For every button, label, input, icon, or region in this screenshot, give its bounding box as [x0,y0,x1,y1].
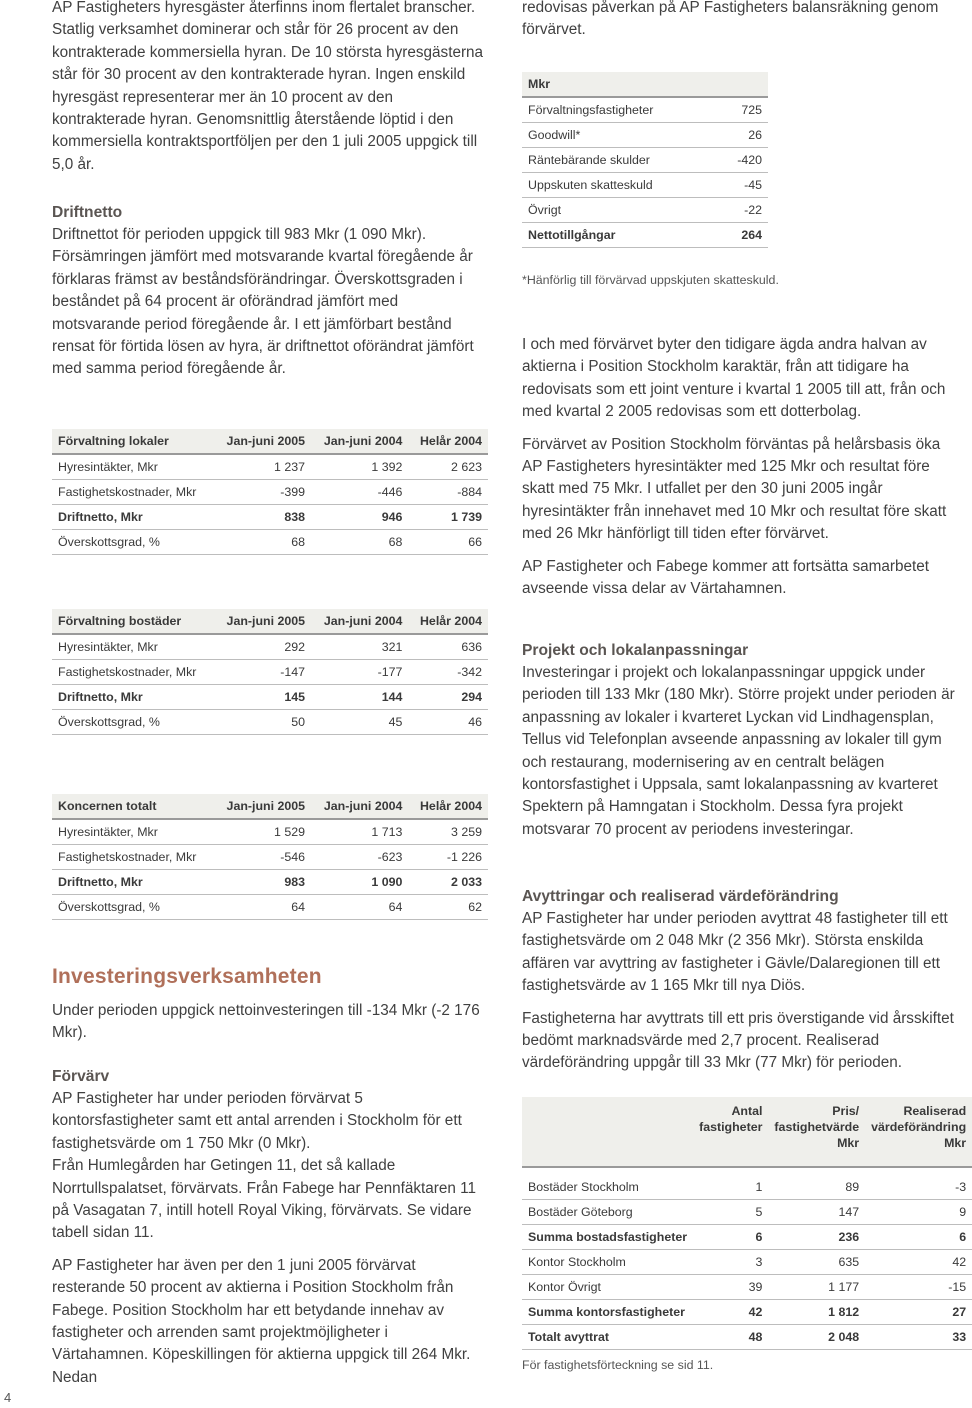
forvarv-section [52,1066,488,1389]
table-header-line: fastigheter [699,1120,763,1134]
table-row [52,685,488,710]
table-cell: -45 [716,173,768,198]
table-row [52,634,488,660]
table-cell: Kontor Övrigt [522,1275,693,1300]
left-intro [52,0,488,176]
table-header-line: Mkr [837,1136,860,1150]
table-cell: 236 [768,1225,865,1250]
table-header-row [52,609,488,634]
invest-heading: Investeringsverksamheten [52,965,322,988]
right-paragraphs [522,334,956,600]
table-cell: 64 [214,895,311,920]
table-cell: 39 [693,1275,768,1300]
table-row [52,454,488,480]
table-header-row [52,794,488,819]
table-cell: 33 [865,1325,972,1350]
table-row [52,710,488,735]
table-cell: 264 [716,223,768,248]
table-koncern [52,794,488,920]
table-row [522,148,768,173]
table-row [522,1300,972,1325]
forvarv-paragraph: Från Humlegården har Getingen 11, det så kallade Norrtullspalatset, förvärvats. Från Fabege har Pennfäktaren 11 på Vasagatan 7, intill hotell Royal Viking, förvärvats. Se vidare tabell sidan 11. [52,1157,476,1242]
right-top [522,0,956,42]
table-row [522,97,768,123]
projekt-heading: Projekt och lokalanpassningar [522,642,749,659]
table-cell: 292 [214,634,311,660]
table-cell: 6 [693,1225,768,1250]
table-cell: 42 [693,1300,768,1325]
table-header-cell: Förvaltning lokaler [52,429,214,454]
table-header-line: Mkr [944,1136,967,1150]
right-top-paragraph: redovisas påverkan på AP Fastigheters balansräkning genom förvärvet. [522,0,939,39]
driftnetto-section [52,202,488,381]
table-cell: 27 [865,1300,972,1325]
table-cell: 64 [311,895,408,920]
table-cell: 68 [311,530,408,555]
table-header-line: Pris/ [832,1104,860,1118]
avyttringar-paragraph: Fastigheterna har avyttrats till ett pris överstigande vid årsskiftet bedömt marknadsvärde med 2,7 procent. Realiserad värdeförändring uppgår till 33 Mkr (77 Mkr) för perioden. [522,1009,954,1072]
table-cell: 3 [693,1250,768,1275]
invest-section [52,964,488,1045]
forvarv-paragraph: AP Fastigheter har även per den 1 juni 2005 förvärvat resterande 50 procent av aktierna i Position Stockholm från Fabege. Position Stockholm har ett betydande innehav av fastigheter och arrenden samt projektmöjligheter i Värtahamnen. Köpeskillingen för aktierna uppgick till 264 Mkr. Nedan [52,1256,471,1386]
table-cell: -546 [214,845,311,870]
table-cell: 1 529 [214,819,311,845]
table-cell: Övrigt [522,198,716,223]
table-cell: Överskottsgrad, % [52,530,214,555]
table-cell: -22 [716,198,768,223]
table-cell: 46 [408,710,488,735]
driftnetto-heading: Driftnetto [52,204,123,221]
right-paragraph: I och med förvärvet byter den tidigare ägda andra halvan av aktierna i Position Stockholm karaktär, från att tidigare ha redovisats som ett joint venture i kvartal 1 2005 till att, från och med kvartal 2 2005 redovisas som ett dotterbolag. [522,336,946,421]
table-cell: 26 [716,123,768,148]
avyttringar-paragraph: AP Fastigheter har under perioden avyttrat 48 fastigheter till ett fastighetsvärde om 2 048 Mkr (2 356 Mkr). Största enskilda affären var avyttring av fastigheter i Gävle/Dalaregionen till ett fastighetsvärde av 1 165 Mkr till nya Diös. [522,910,948,995]
invest-paragraph: Under perioden uppgick nettoinvesteringen till -134 Mkr (-2 176 Mkr). [52,1002,480,1042]
table-cell: 1 739 [408,505,488,530]
table-row [52,845,488,870]
table-header-cell [693,1097,768,1167]
table-cell: 48 [693,1325,768,1350]
table-header-cell: Jan-juni 2005 [214,429,311,454]
table-bostader [52,609,488,735]
table-mkr [522,72,768,248]
table-cell: 838 [214,505,311,530]
table-cell: -1 226 [408,845,488,870]
table-row [522,1325,972,1350]
table-cell: 294 [408,685,488,710]
table-cell: Överskottsgrad, % [52,710,214,735]
table-cell: -3 [865,1175,972,1200]
table-cell: 2 048 [768,1325,865,1350]
table-cell: Hyresintäkter, Mkr [52,634,214,660]
table-header-cell: Helår 2004 [408,794,488,819]
projekt-paragraph: Investeringar i projekt och lokalanpassningar uppgick under perioden till 133 Mkr (180 Mkr). Större projekt under perioden är anpassning av lokaler i kvarteret Lyckan vid Lindhagensplan, Tellus vid Telefonplan avseende anpassning av lokaler till gym och restaurang, modernisering av en centralt belägen kontorsfastighet i Uppsala, samt lokalanpassning av kvarteret Spektern på Hamngatan i Stockholm. Dessa fyra projekt motsvarar 70 procent av periodens investeringar. [522,664,955,838]
table-cell: Driftnetto, Mkr [52,505,214,530]
table-row [52,819,488,845]
table-cell: 1 392 [311,454,408,480]
table-cell: 1 090 [311,870,408,895]
table-cell: 1 713 [311,819,408,845]
table-cell: 321 [311,634,408,660]
table-cell: 635 [768,1250,865,1275]
table-cell: Förvaltningsfastigheter [522,97,716,123]
table-avyttr-footnote: För fastighetsförteckning se sid 11. [522,1358,714,1372]
table-cell: Fastighetskostnader, Mkr [52,480,214,505]
table-row [522,173,768,198]
table-cell: -446 [311,480,408,505]
table-cell: -623 [311,845,408,870]
table-header-cell: Koncernen totalt [52,794,214,819]
table-header-row [52,429,488,454]
table-cell: 5 [693,1200,768,1225]
table-header-cell: Helår 2004 [408,429,488,454]
table-cell: Överskottsgrad, % [52,895,214,920]
table-cell: 66 [408,530,488,555]
table-header-cell: Förvaltning bostäder [52,609,214,634]
table-cell: 144 [311,685,408,710]
table-lokaler [52,429,488,555]
table-cell: -420 [716,148,768,173]
table-row [52,530,488,555]
table-cell: 62 [408,895,488,920]
table-cell: Fastighetskostnader, Mkr [52,660,214,685]
page-number: 4 [4,1390,12,1405]
table-row [522,1275,972,1300]
table-row [522,123,768,148]
table-header-cell [768,1097,865,1167]
table-header-line: fastighetvärde [774,1120,860,1134]
table-cell: Kontor Stockholm [522,1250,693,1275]
table-row [52,870,488,895]
right-paragraph: Förvärvet av Position Stockholm förväntas på helårsbasis öka AP Fastigheters hyresintäkter med 125 Mkr och resultat före skatt med 75 Mkr. I utfallet per den 30 juni 2005 ingår hyresintäkter från innehavet med 10 Mkr och resultat före skatt med 26 Mkr hänförligt till tiden efter förvärvet. [522,435,947,543]
table-cell: 725 [716,97,768,123]
table-cell: Driftnetto, Mkr [52,685,214,710]
table-cell: Summa bostadsfastigheter [522,1225,693,1250]
table-cell: Hyresintäkter, Mkr [52,819,214,845]
table-cell: -15 [865,1275,972,1300]
table-cell: 89 [768,1175,865,1200]
avyttringar-heading: Avyttringar och realiserad värdeförändring [522,888,839,905]
table-cell: -399 [214,480,311,505]
table-row [522,1175,972,1200]
table-row [52,480,488,505]
table-cell: 1 237 [214,454,311,480]
table-cell: -342 [408,660,488,685]
table-cell: Fastighetskostnader, Mkr [52,845,214,870]
table-header-line: Realiserad [903,1104,967,1118]
table-cell: Bostäder Stockholm [522,1175,693,1200]
table-row [522,1250,972,1275]
projekt-section [522,640,956,841]
table-row [522,1200,972,1225]
table-cell: 2 033 [408,870,488,895]
table-row [522,1225,972,1250]
table-header-cell: Jan-juni 2004 [311,794,408,819]
table-row [522,223,768,248]
avyttringar-section [522,886,956,1075]
table-cell: 42 [865,1250,972,1275]
table-cell: 636 [408,634,488,660]
table-mkr-footnote: *Hänförlig till förvärvad uppskjuten skatteskuld. [522,273,779,287]
table-cell: Uppskuten skatteskuld [522,173,716,198]
table-cell: Totalt avyttrat [522,1325,693,1350]
table-cell: 45 [311,710,408,735]
table-spacer-row [522,1167,972,1175]
table-header-cell: Jan-juni 2004 [311,609,408,634]
table-cell: 50 [214,710,311,735]
table-header-cell: Jan-juni 2005 [214,609,311,634]
table-avyttr [522,1097,967,1350]
table-cell: -884 [408,480,488,505]
table-cell: 147 [768,1200,865,1225]
table-header-row [522,72,768,97]
table-cell: 3 259 [408,819,488,845]
table-row [522,198,768,223]
forvarv-heading: Förvärv [52,1068,110,1085]
table-cell: 1 812 [768,1300,865,1325]
intro-paragraph: AP Fastigheters hyresgäster återfinns inom flertalet branscher. Statlig verksamhet dominerar och står för 26 procent av den kontrakterade kommersiella hyran. De 10 största hyresgästerna står för 30 procent av den kontrakterade hyran. Ingen enskild hyresgäst representerar mer än 10 procent av den kontrakterade hyran. Genomsnittlig återstående löptid i den kommersiella kontraktsportföljen per den 1 juli 2005 uppgick till 5,0 år. [52,0,484,173]
table-cell: Hyresintäkter, Mkr [52,454,214,480]
table-cell: Goodwill* [522,123,716,148]
table-cell: 145 [214,685,311,710]
table-row [52,660,488,685]
table-cell: 946 [311,505,408,530]
driftnetto-paragraph: Driftnettot för perioden uppgick till 983 Mkr (1 090 Mkr). Försämringen jämfört med motsvarande kvartal föregående år förklaras främst av beståndsförändringar. Överskottsgraden i beståndet på 64 procent är oförändrad jämfört med motsvarande period föregående år. I ett jämförbart bestånd rensat för förtida lösen av hyra, är driftnettot oförändrat jämfört med samma period föregående år. [52,226,474,378]
table-cell: Bostäder Göteborg [522,1200,693,1225]
table-header-cell: Jan-juni 2004 [311,429,408,454]
table-cell: 68 [214,530,311,555]
table-cell: -177 [311,660,408,685]
table-header-line: värdeförändring [871,1120,967,1134]
table-header-line: Antal [731,1104,763,1118]
table-cell: 9 [865,1200,972,1225]
table-header-cell [865,1097,972,1167]
table-cell: 1 [693,1175,768,1200]
table-header-cell: Helår 2004 [408,609,488,634]
table-cell: Räntebärande skulder [522,148,716,173]
table-cell: Driftnetto, Mkr [52,870,214,895]
table-cell: Nettotillgångar [522,223,716,248]
table-header-cell: Mkr [522,72,768,97]
table-header-cell [522,1097,693,1167]
table-row [52,895,488,920]
right-paragraph: AP Fastigheter och Fabege kommer att fortsätta samarbetet avseende vissa delar av Värtahamnen. [522,557,929,598]
table-row [52,505,488,530]
forvarv-paragraph: AP Fastigheter har under perioden förvärvat 5 kontorsfastigheter samt ett antal arrenden i Stockholm för ett fastighetsvärde om 1 750 Mkr (0 Mkr). [52,1090,462,1152]
table-cell: -147 [214,660,311,685]
table-header-row [522,1097,972,1167]
table-cell: 2 623 [408,454,488,480]
table-cell: 1 177 [768,1275,865,1300]
table-header-cell: Jan-juni 2005 [214,794,311,819]
table-cell: 6 [865,1225,972,1250]
table-cell: Summa kontorsfastigheter [522,1300,693,1325]
table-cell: 983 [214,870,311,895]
